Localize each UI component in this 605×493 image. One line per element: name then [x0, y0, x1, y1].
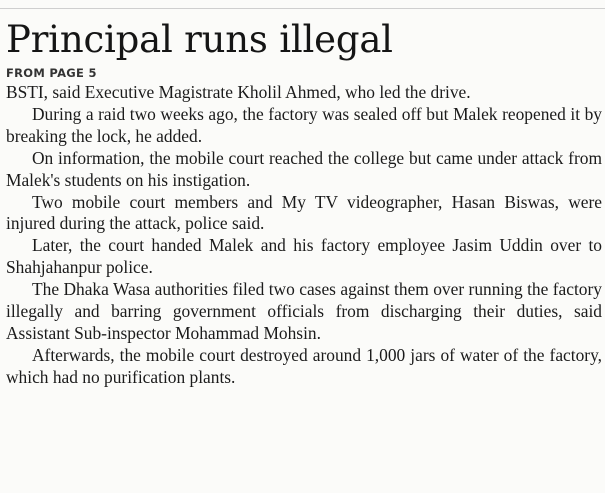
article-body — [6, 82, 602, 389]
headline: Principal runs illegal — [6, 18, 393, 61]
paragraph-6: The Dhaka Wasa authorities filed two cases against them over running the factory illegally and barring government officials from discharging their duties, said Assistant Sub-inspector Mohammad Mohsin. — [6, 279, 602, 343]
paragraph-2: During a raid two weeks ago, the factory was sealed off but Malek reopened it by breaking the lock, he added. — [6, 103, 602, 146]
top-rule — [0, 0, 605, 9]
paragraph-1: BSTI, said Executive Magistrate Kholil Ahmed, who led the drive. — [6, 82, 471, 102]
paragraph-5: Later, the court handed Malek and his factory employee Jasim Uddin over to Shahjahanpur police. — [6, 235, 602, 278]
article — [6, 18, 602, 389]
paragraph-3: On information, the mobile court reached the college but came under attack from Malek's students on his instigation. — [6, 147, 602, 190]
jump-label: FROM PAGE 5 — [6, 66, 97, 80]
paragraph-4: Two mobile court members and My TV videographer, Hasan Biswas, were injured during the attack, police said. — [6, 191, 602, 234]
paragraph-7: Afterwards, the mobile court destroyed around 1,000 jars of water of the factory, which had no purification plants. — [6, 344, 602, 387]
